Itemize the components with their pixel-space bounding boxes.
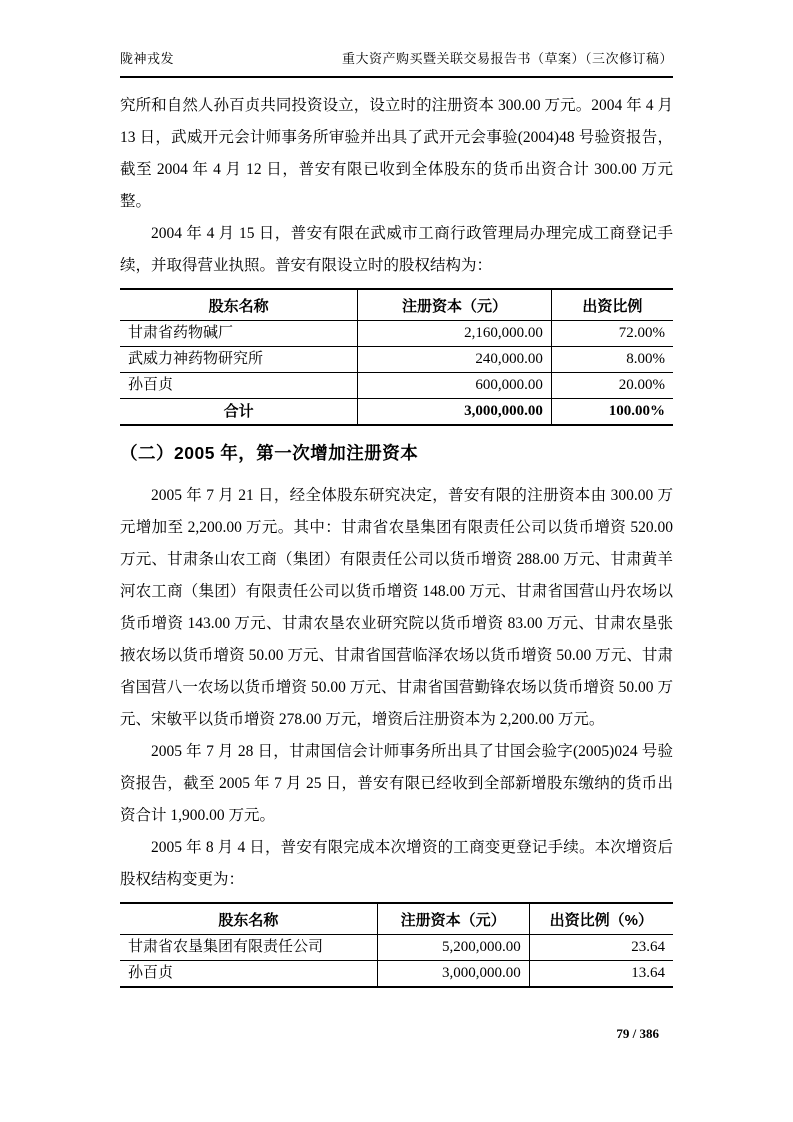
table-cell: 600,000.00	[358, 373, 552, 399]
shareholder-structure-table-2005	[120, 902, 673, 988]
column-header-shareholder: 股东名称	[120, 903, 377, 935]
column-header-ratio: 出资比例（%）	[529, 903, 673, 935]
page-header	[120, 48, 673, 78]
total-label-cell: 合计	[120, 399, 358, 426]
paragraph-registration-2005: 2005 年 8 月 4 日，普安有限完成本次增资的工商变更登记手续。本次增资后股权结构变更为：	[120, 839, 673, 888]
table-row	[120, 373, 673, 399]
total-ratio-cell: 100.00%	[551, 399, 673, 426]
column-header-shareholder: 股东名称	[120, 289, 358, 321]
table-cell: 2,160,000.00	[358, 321, 552, 347]
table-cell: 20.00%	[551, 373, 673, 399]
table-cell: 5,200,000.00	[377, 935, 529, 961]
table-cell: 孙百贞	[128, 965, 174, 981]
table-cell: 72.00%	[551, 321, 673, 347]
paragraph-registration-2004: 2004 年 4 月 15 日，普安有限在武威市工商行政管理局办理完成工商登记手续，并取得营业执照。普安有限设立时的股权结构为：	[120, 225, 673, 274]
table-row	[120, 321, 673, 347]
table-header-row	[120, 903, 673, 935]
table-cell: 甘肃省农垦集团有限责任公司	[120, 935, 377, 961]
section-heading: （二）2005 年，第一次增加注册资本	[120, 443, 419, 463]
header-document-title: 重大资产购买暨关联交易报告书（草案）（三次修订稿）	[341, 51, 673, 66]
table-body	[120, 321, 673, 399]
table-body	[120, 935, 673, 988]
paragraph-capital-verification: 2005 年 7 月 28 日，甘肃国信会计师事务所出具了甘国会验字(2005)024 号验资报告，截至 2005 年 7 月 25 日，普安有限已经收到全部新增股东缴纳的货币出资合计 1,900.00 万元。	[120, 743, 673, 824]
table-cell: 13.64	[529, 961, 673, 988]
paragraph-establishment: 究所和自然人孙百贞共同投资设立，设立时的注册资本 300.00 万元。2004 年 4 月 13 日，武威开元会计师事务所审验并出具了武开元会事验(2004)48 号验资报告，截至 2004 年 4 月 12 日，普安有限已收到全体股东的货币出资合计 300.00 万元整。	[120, 97, 673, 210]
total-capital-cell: 3,000,000.00	[358, 399, 552, 426]
column-header-capital: 注册资本（元）	[358, 289, 552, 321]
table-cell: 3,000,000.00	[377, 961, 529, 988]
table-row	[120, 347, 673, 373]
header-company-name: 陇神戎发	[120, 51, 175, 66]
table-cell: 武威力神药物研究所	[120, 347, 358, 373]
table-header	[120, 289, 673, 321]
table-total-row	[120, 399, 673, 426]
shareholder-structure-table-2004	[120, 288, 673, 426]
table-cell: 23.64	[529, 935, 673, 961]
document-body	[120, 90, 673, 988]
table-row	[120, 935, 673, 961]
page-footer	[120, 1026, 673, 1042]
table-header-row	[120, 289, 673, 321]
table-row	[120, 961, 673, 988]
column-header-capital: 注册资本（元）	[377, 903, 529, 935]
table-footer	[120, 399, 673, 426]
table-cell: 240,000.00	[358, 347, 552, 373]
column-header-ratio: 出资比例	[551, 289, 673, 321]
table-cell: 甘肃省药物碱厂	[120, 321, 358, 347]
table-cell: 8.00%	[551, 347, 673, 373]
paragraph-capital-increase: 2005 年 7 月 21 日，经全体股东研究决定，普安有限的注册资本由 300.00 万元增加至 2,200.00 万元。其中：甘肃省农垦集团有限责任公司以货币增资 520.00 万元、甘肃条山农工商（集团）有限责任公司以货币增资 288.00 万元、甘肃黄羊河农工商（集团）有限责任公司以货币增资 148.00 万元、甘肃省国营山丹农场以货币增资 143.00 万元、甘肃农垦农业研究院以货币增资 83.00 万元、甘肃农垦张掖农场以货币增资 50.00 万元、甘肃省国营临泽农场以货币增资 50.00 万元、甘肃省国营八一农场以货币增资 50.00 万元、甘肃省国营勤锋农场以货币增资 50.00 万元、宋敏平以货币增资 278.00 万元，增资后注册资本为 2,200.00 万元。	[120, 487, 673, 728]
table-cell: 孙百贞	[128, 377, 174, 393]
table-header	[120, 903, 673, 935]
page-number: 79 / 386	[616, 1026, 659, 1041]
